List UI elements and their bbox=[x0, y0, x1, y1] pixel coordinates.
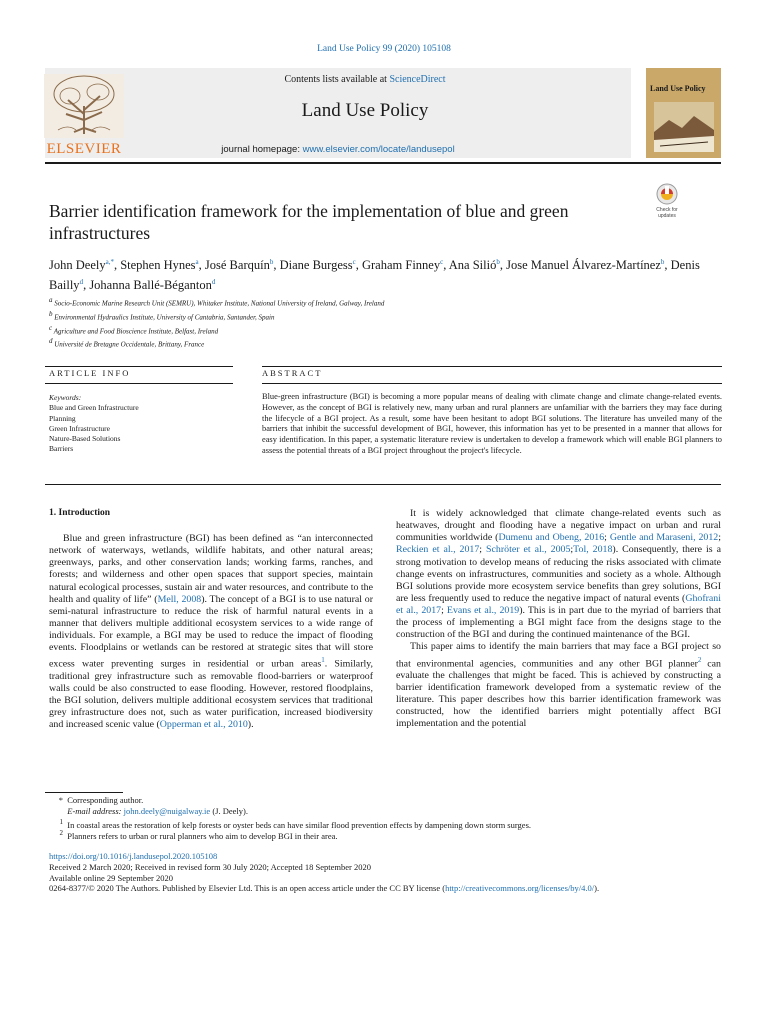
elsevier-wordmark[interactable]: ELSEVIER bbox=[46, 141, 122, 157]
body-text: ). bbox=[247, 719, 254, 731]
affiliation-item bbox=[49, 323, 709, 337]
citation-link[interactable]: Schröter et al., 2005 bbox=[486, 544, 571, 556]
footnote-number: 2 bbox=[59, 829, 63, 837]
citation-link[interactable]: Reckien et al., 2017 bbox=[396, 544, 480, 556]
paragraph bbox=[396, 641, 721, 730]
received-dates: Received 2 March 2020; Received in revised form 30 July 2020; Accepted 18 September 2020 bbox=[49, 861, 371, 872]
keyword-item: Nature-Based Solutions bbox=[49, 434, 121, 444]
author-name[interactable]: Graham Finney bbox=[361, 258, 441, 273]
affiliation-key: d bbox=[49, 337, 53, 346]
citation-link[interactable]: Mell, 2008 bbox=[157, 593, 202, 605]
affiliation-key: a bbox=[49, 296, 53, 304]
abstract-sub-rule bbox=[262, 383, 722, 384]
author-affiliation-marker[interactable]: c bbox=[440, 258, 444, 266]
footnote-marker[interactable]: 2 bbox=[697, 655, 702, 664]
author-affiliation-marker[interactable]: b bbox=[660, 258, 665, 266]
body-text: ; bbox=[718, 532, 721, 544]
author-name[interactable]: Johanna Ballé-Béganton bbox=[89, 278, 212, 293]
affiliation-text: Environmental Hydraulics Institute, University of Cantabria, Santander, Spain bbox=[52, 313, 275, 322]
footnote-divider bbox=[45, 792, 123, 793]
svg-text:Check for: Check for bbox=[656, 207, 678, 213]
citation-link[interactable]: Gentle and Maraseni, 2012 bbox=[609, 532, 719, 544]
body-text: ; bbox=[441, 605, 447, 616]
body-text: ). The concept of a BGI is to use natural or semi-natural infrastructure to reduce the risk of harmful natural events in a manner that delivers multiple additional ecosystem services to a wide range of individuals. For example, a BGI may be used to reduce the impact of flooding events. Floodplains or wetlands can be restored at strategic sites that will store excess water preventing surges in residential or urban areas bbox=[49, 593, 374, 670]
body-text: . Similarly, traditional grey infrastructure such as removable flood-barriers or waterproof walls could be also constructed to ease flooding. However, restored floodplains, the BGI solution, delivers multiple additional ecosystem services that traditional grey infrastructure does not, such as water purification, increased biodiversity and increased scenic value ( bbox=[49, 658, 373, 731]
body-text: ; bbox=[604, 532, 610, 544]
author-list: John Deely$^{a,*}$, Stephen Hynes$^a$, José Barquín$^b$, Diane Burgess$^c$, Graham Finney$^c$, Ana Silió$^b$, Jose Manuel Álvarez-Martínez$^b$, Denis Bailly$^d$, Johanna Ballé-Béganton$^d$ bbox=[49, 258, 700, 293]
email-note bbox=[49, 806, 725, 817]
affiliation-text: Université de Bretagne Occidentale, Brittany, France bbox=[52, 340, 205, 349]
author-name[interactable]: Denis Bailly bbox=[49, 258, 700, 293]
article-info-heading: ARTICLE INFO bbox=[49, 368, 131, 378]
footnote-text: In coastal areas the restoration of kelp forests or oyster beds can have similar flood prevention effects by dampening down storm surges. bbox=[63, 819, 531, 830]
article-info-top-rule bbox=[45, 366, 233, 367]
homepage-link[interactable]: www.elsevier.com/locate/landusepol bbox=[302, 144, 455, 155]
author-affiliation-marker[interactable]: d bbox=[79, 278, 84, 287]
citation-link[interactable]: Evans et al., 2019 bbox=[446, 605, 520, 616]
keywords-label: Keywords: bbox=[49, 393, 82, 402]
keywords-block bbox=[49, 393, 234, 455]
sciencedirect-link[interactable]: ScienceDirect bbox=[389, 74, 446, 85]
license-link[interactable]: http://creativecommons.org/licenses/by/4.0/ bbox=[445, 883, 595, 894]
body-text: ). This is in part due to the myriad of barriers that the process of implementing a BGI might face from the designs stage to the construction of the BGI and during the continued maintenance of the BGI. bbox=[396, 605, 721, 641]
license-suffix: ). bbox=[594, 883, 600, 894]
cover-landscape-image bbox=[654, 102, 714, 152]
header-divider bbox=[45, 162, 721, 164]
abstract-top-rule bbox=[262, 366, 722, 367]
affiliation-item bbox=[49, 309, 709, 323]
email-link[interactable]: john.deely@nuigalway.ie bbox=[123, 806, 211, 816]
author-affiliation-marker[interactable]: c bbox=[352, 258, 356, 266]
footnote-text: Planners refers to urban or rural planners who aim to develop BGI in their area. bbox=[63, 830, 338, 841]
footnote-number: 1 bbox=[59, 818, 63, 826]
abstract-text: Blue-green infrastructure (BGI) is becoming a more popular means of dealing with climate change and climate change-related events. However, as the concept of BGI is relatively new, many urban and rural planners are unfamiliar with the barriers they may face during the lifecycle of a BGI project. As a result, some have been hesitant to adopt BGI solutions. The literature has unveiled many of the barriers that inhibit the successful development of BGI, however, this information has yet to be presented in a manner that allows for easy identification. In this paper, a systematic literature review is undertaken to develop a framework which will enable BGI planners to assess the potential threats of a BGI project throughout the project's lifecycle. bbox=[262, 392, 722, 455]
article-info-sub-rule bbox=[45, 383, 233, 384]
abstract-heading: ABSTRACT bbox=[262, 368, 323, 378]
citation-link[interactable]: Dumenu and Obeng, 2016 bbox=[498, 532, 605, 544]
journal-cover-image[interactable] bbox=[646, 68, 721, 158]
abstract-bottom-rule bbox=[45, 484, 721, 485]
author-name[interactable]: Stephen Hynes bbox=[120, 258, 196, 273]
email-suffix: (J. Deely). bbox=[210, 806, 248, 816]
citation-link[interactable]: Opperman et al., 2010 bbox=[159, 719, 248, 731]
doi-link[interactable]: https://doi.org/10.1016/j.landusepol.2020.105108 bbox=[49, 851, 218, 861]
section-heading-introduction: 1. Introduction bbox=[49, 508, 111, 518]
footnote-marker[interactable]: 1 bbox=[321, 656, 325, 665]
article-metadata bbox=[49, 851, 725, 894]
affiliation-text: Socio-Economic Marine Research Unit (SEMRU), Whitaker Institute, National University of Ireland, Galway, Ireland bbox=[52, 299, 385, 308]
affiliation-key: b bbox=[49, 309, 53, 318]
author-name[interactable]: José Barquín bbox=[204, 258, 270, 273]
affiliation-key: c bbox=[49, 323, 53, 332]
author-affiliation-marker[interactable]: b bbox=[496, 258, 500, 266]
paragraph bbox=[49, 533, 373, 731]
homepage-prefix: journal homepage: bbox=[221, 144, 303, 155]
license-line bbox=[49, 883, 725, 894]
citation-link[interactable]: Ghofrani et al., 2017 bbox=[396, 592, 721, 616]
journal-homepage bbox=[45, 144, 631, 155]
email-label: E-mail address: bbox=[67, 806, 124, 816]
body-text: Blue and green infrastructure (BGI) has been defined as “an interconnected network of waterways, wetlands, wildlife habitats, and other natural areas; greenways, parks, and other conservation lands; working farms, ranches, and forests; and wilderness and other open spaces that support species, maintain natural ecological processes, sustain air and water resources, and contribute to the health and quality of life” ( bbox=[49, 533, 373, 605]
author-name[interactable]: Ana Silió bbox=[448, 258, 497, 273]
article-title: Barrier identification framework for the implementation of blue and green infrastructures bbox=[49, 201, 569, 243]
body-text: ; bbox=[479, 544, 487, 556]
affiliation-item bbox=[49, 295, 709, 309]
intro-left-column bbox=[49, 533, 373, 731]
affiliation-item bbox=[49, 336, 709, 350]
journal-title: Land Use Policy bbox=[301, 100, 429, 121]
body-text: can evaluate the challenges that might be faced. This is achieved by constructing a barrier identification framework developed from a systematic review of the literature. This paper describes how this barrier identification framework was constructed, how the identified barriers might potentially affect BGI implementation and the potential bbox=[396, 657, 721, 730]
body-text: It is widely acknowledged that climate change-related events such as heatwaves, drought and flooding have a negative impact on urban and rural communities worldwide ( bbox=[396, 508, 721, 544]
author-name[interactable]: Diane Burgess bbox=[279, 258, 353, 273]
body-text: ). Consequently, there is a strong motivation to develop means of reducing the risks associated with climate change events on infrastructures, communities and society as a whole. Although BGI solutions provide more ecosystem service benefits than grey solutions, BGI are less frequently used to reduce the negative impact of natural events ( bbox=[396, 544, 721, 604]
asterisk-marker: * bbox=[58, 795, 63, 805]
paragraph bbox=[396, 508, 721, 641]
corresponding-text: Corresponding author. bbox=[67, 795, 144, 805]
journal-citation[interactable]: Land Use Policy 99 (2020) 105108 bbox=[317, 44, 451, 54]
body-text: ; bbox=[570, 544, 574, 556]
affiliations bbox=[49, 295, 709, 350]
check-for-updates-icon[interactable] bbox=[647, 182, 687, 220]
author-affiliation-marker[interactable]: a bbox=[195, 258, 199, 266]
contents-line bbox=[245, 74, 485, 85]
author-affiliation-marker[interactable]: d bbox=[211, 278, 216, 287]
author-affiliation-marker[interactable]: b bbox=[269, 258, 274, 266]
keyword-item: Planning bbox=[49, 413, 76, 423]
contents-prefix: Contents lists available at bbox=[284, 74, 390, 85]
keyword-item: Barriers bbox=[49, 444, 74, 454]
keyword-item: Green Infrastructure bbox=[49, 423, 111, 433]
affiliation-text: Agriculture and Food Bioscience Institute, Belfast, Ireland bbox=[52, 326, 219, 335]
author-name[interactable]: John Deely bbox=[49, 258, 106, 273]
cover-title: Land Use Policy bbox=[650, 84, 706, 93]
intro-right-column bbox=[396, 508, 721, 731]
license-prefix: 0264-8377/© 2020 The Authors. Published by Elsevier Ltd. This is an open access article under the CC BY license ( bbox=[49, 883, 446, 894]
keyword-item: Blue and Green Infrastructure bbox=[49, 403, 139, 413]
author-affiliation-marker[interactable]: a,* bbox=[105, 258, 114, 266]
available-online: Available online 29 September 2020 bbox=[49, 872, 174, 883]
corresponding-author-note bbox=[49, 795, 725, 806]
body-text: This paper aims to identify the main barriers that may face a BGI project so that environmental agencies, communities and any other BGI planner bbox=[396, 641, 721, 669]
citation-link[interactable]: Tol, 2018 bbox=[573, 544, 613, 556]
footnote-item bbox=[49, 828, 725, 842]
svg-text:updates: updates bbox=[658, 213, 676, 219]
author-name[interactable]: Jose Manuel Álvarez-Martínez bbox=[506, 258, 661, 273]
